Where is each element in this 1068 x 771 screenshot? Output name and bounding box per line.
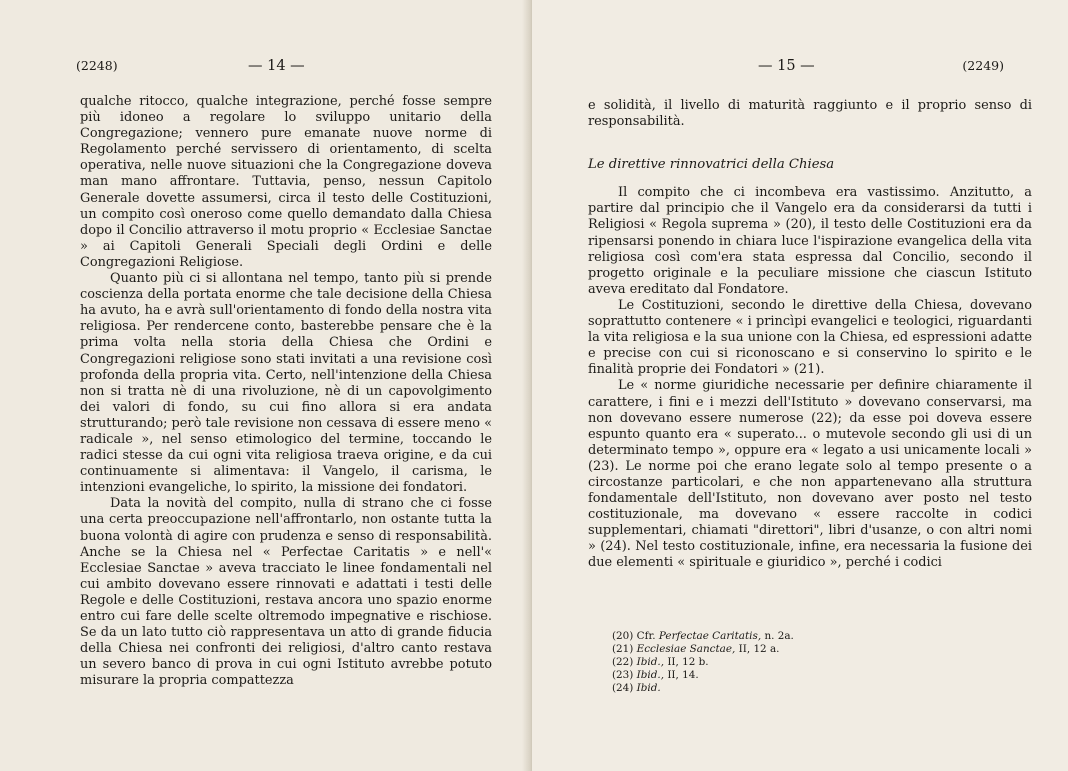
right-page-header: [532, 58, 1068, 78]
footnote-source: Ibid.,: [636, 656, 664, 668]
section-title: Le direttive rinnovatrici della Chiesa: [588, 157, 835, 173]
right-paragraph: Le « norme giuridiche necessarie per definire chiaramente il carattere, i fini e i mezzi dell'Istituto » dovevano conservarsi, ma non dovevano essere numerose (22); da esse poi doveva essere espunto quanto era « superato... o mutevole secondo gli usi di un determinato tempo », oppure era « legato a usi unicamente locali » (23). Le norme poi che erano legate solo al tempo presente o a circostanze particolari, e che non appartenevano alla struttura fondamentale dell'Istituto, non dovevano aver posto nel testo costituzionale, ma dovevano « essere raccolte in codici supplementari, chiamati "direttori", libri d'usanze, o con altri nomi » (24). Nel testo costituzionale, infine, era necessaria la fusione dei due elementi « spirituale e giuridico », perché i codici: [588, 378, 1032, 571]
footnote: [612, 682, 1032, 695]
right-page-body: [588, 98, 1032, 572]
left-page-header: [0, 58, 530, 78]
footnote-source: Ecclesiae Sanctae,: [636, 643, 736, 655]
left-paragraph: qualche ritocco, qualche integrazione, perché fosse sempre più idoneo a regolare lo sviluppo unitario della Congregazione; vennero pure emanate nuove norme di Regolamento perché servissero di orientamento, di scelta operativa, nelle nuove situazioni che la Congregazione doveva man mano affrontare. Tuttavia, penso, nessun Capitolo Generale dovette assumersi, circa il testo delle Costituzioni, un compito così oneroso come quello demandato dalla Chiesa dopo il Concilio attraverso il motu proprio « Ecclesiae Sanctae » ai Capitoli Generali Speciali degli Ordini e delle Congregazioni Religiose.: [80, 94, 492, 270]
right-doc-number: (2249): [962, 58, 1004, 73]
left-page: [0, 0, 530, 771]
left-page-body: [80, 94, 492, 689]
right-paragraph: Il compito che ci incombeva era vastissimo. Anzitutto, a partire dal principio che il Vangelo era da considerarsi da tutti i Religiosi « Regola suprema » (20), il testo delle Costituzioni era da ripensarsi ponendo in chiara luce l'ispirazione evangelica della vita religiosa così com'era stata espressa dal Concilio, secondo il progetto originale e la peculiare missione che ciascun Istituto aveva ereditato dal Fondatore.: [588, 185, 1032, 297]
footnote-number: (23): [612, 669, 634, 681]
left-paragraph: Quanto più ci si allontana nel tempo, tanto più si prende coscienza della portata enorme che tale decisione della Chiesa ha avuto, ha e avrà sull'orientamento di fondo della nostra vita religiosa. Per rendercene conto, basterebbe pensare che è la prima volta nella storia della Chiesa che Ordini e Congregazioni religiose sono stati invitati a una revisione così profonda della propria vita. Certo, nell'intenzione della Chiesa non si tratta nè di una rivoluzione, nè di un capovolgimento dei valori di fondo, su cui fino allora si era andata strutturando; però tale revisione non cessava di essere meno « radicale », nel senso etimologico del termine, toccando le radici stesse da cui ogni vita religiosa traeva origine, e da cui continuamente si alimentava: il Vangelo, il carisma, le intenzioni evangeliche, lo spirito, la missione dei fondatori.: [80, 271, 492, 496]
footnote: [612, 669, 1032, 682]
footnote-number: (22): [612, 656, 634, 668]
footnote-number: (21): [612, 643, 634, 655]
footnote-reference: n. 2a.: [764, 630, 794, 642]
footnote-reference: II, 14.: [667, 669, 699, 681]
footnote-reference: II, 12 b.: [667, 656, 709, 668]
right-opening-paragraph: e solidità, il livello di maturità raggiunto e il proprio senso di responsabilità.: [588, 98, 1032, 130]
footnote-number: (20): [612, 630, 634, 642]
left-page-number: — 14 —: [248, 58, 305, 74]
right-page-number: — 15 —: [758, 58, 815, 74]
footnote-source: Perfectae Caritatis,: [658, 630, 762, 642]
footnote-reference: II, 12 a.: [738, 643, 780, 655]
right-paragraph: Le Costituzioni, secondo le direttive della Chiesa, dovevano soprattutto contenere « i princìpi evangelici e teologici, riguardanti la vita religiosa e la sua unione con la Chiesa, ed espressioni adatte e precise con cui si riconoscano e si conservino lo spirito e le finalità proprie dei Fondatori » (21).: [588, 297, 1032, 378]
footnote: [612, 643, 1032, 656]
left-doc-number: (2248): [76, 58, 118, 73]
footnote-source: Ibid.,: [636, 669, 664, 681]
left-paragraph: Data la novità del compito, nulla di strano che ci fosse una certa preoccupazione nell'affrontarlo, non ostante tutta la buona volontà di agire con prudenza e senso di responsabilità. Anche se la Chiesa nel « Perfectae Caritatis » e nell'« Ecclesiae Sanctae » aveva tracciato le linee fondamentali nel cui ambito dovevano essere rinnovati e adattati i testi delle Regole e delle Costituzioni, restava ancora uno spazio enorme entro cui fare delle scelte oltremodo impegnative e rischiose. Se da un lato tutto ciò rappresentava un atto di grande fiducia della Chiesa nei confronti dei religiosi, d'altro canto restava un severo banco di prova in cui ogni Istituto avrebbe potuto misurare la propria compattezza: [80, 496, 492, 689]
footnote: [612, 630, 1032, 643]
footnote: [612, 656, 1032, 669]
footnote-source: Ibid.: [636, 682, 661, 694]
footnotes: [612, 630, 1032, 695]
right-page: [532, 0, 1068, 771]
footnote-prefix: Cfr.: [636, 630, 656, 642]
footnote-number: (24): [612, 682, 634, 694]
